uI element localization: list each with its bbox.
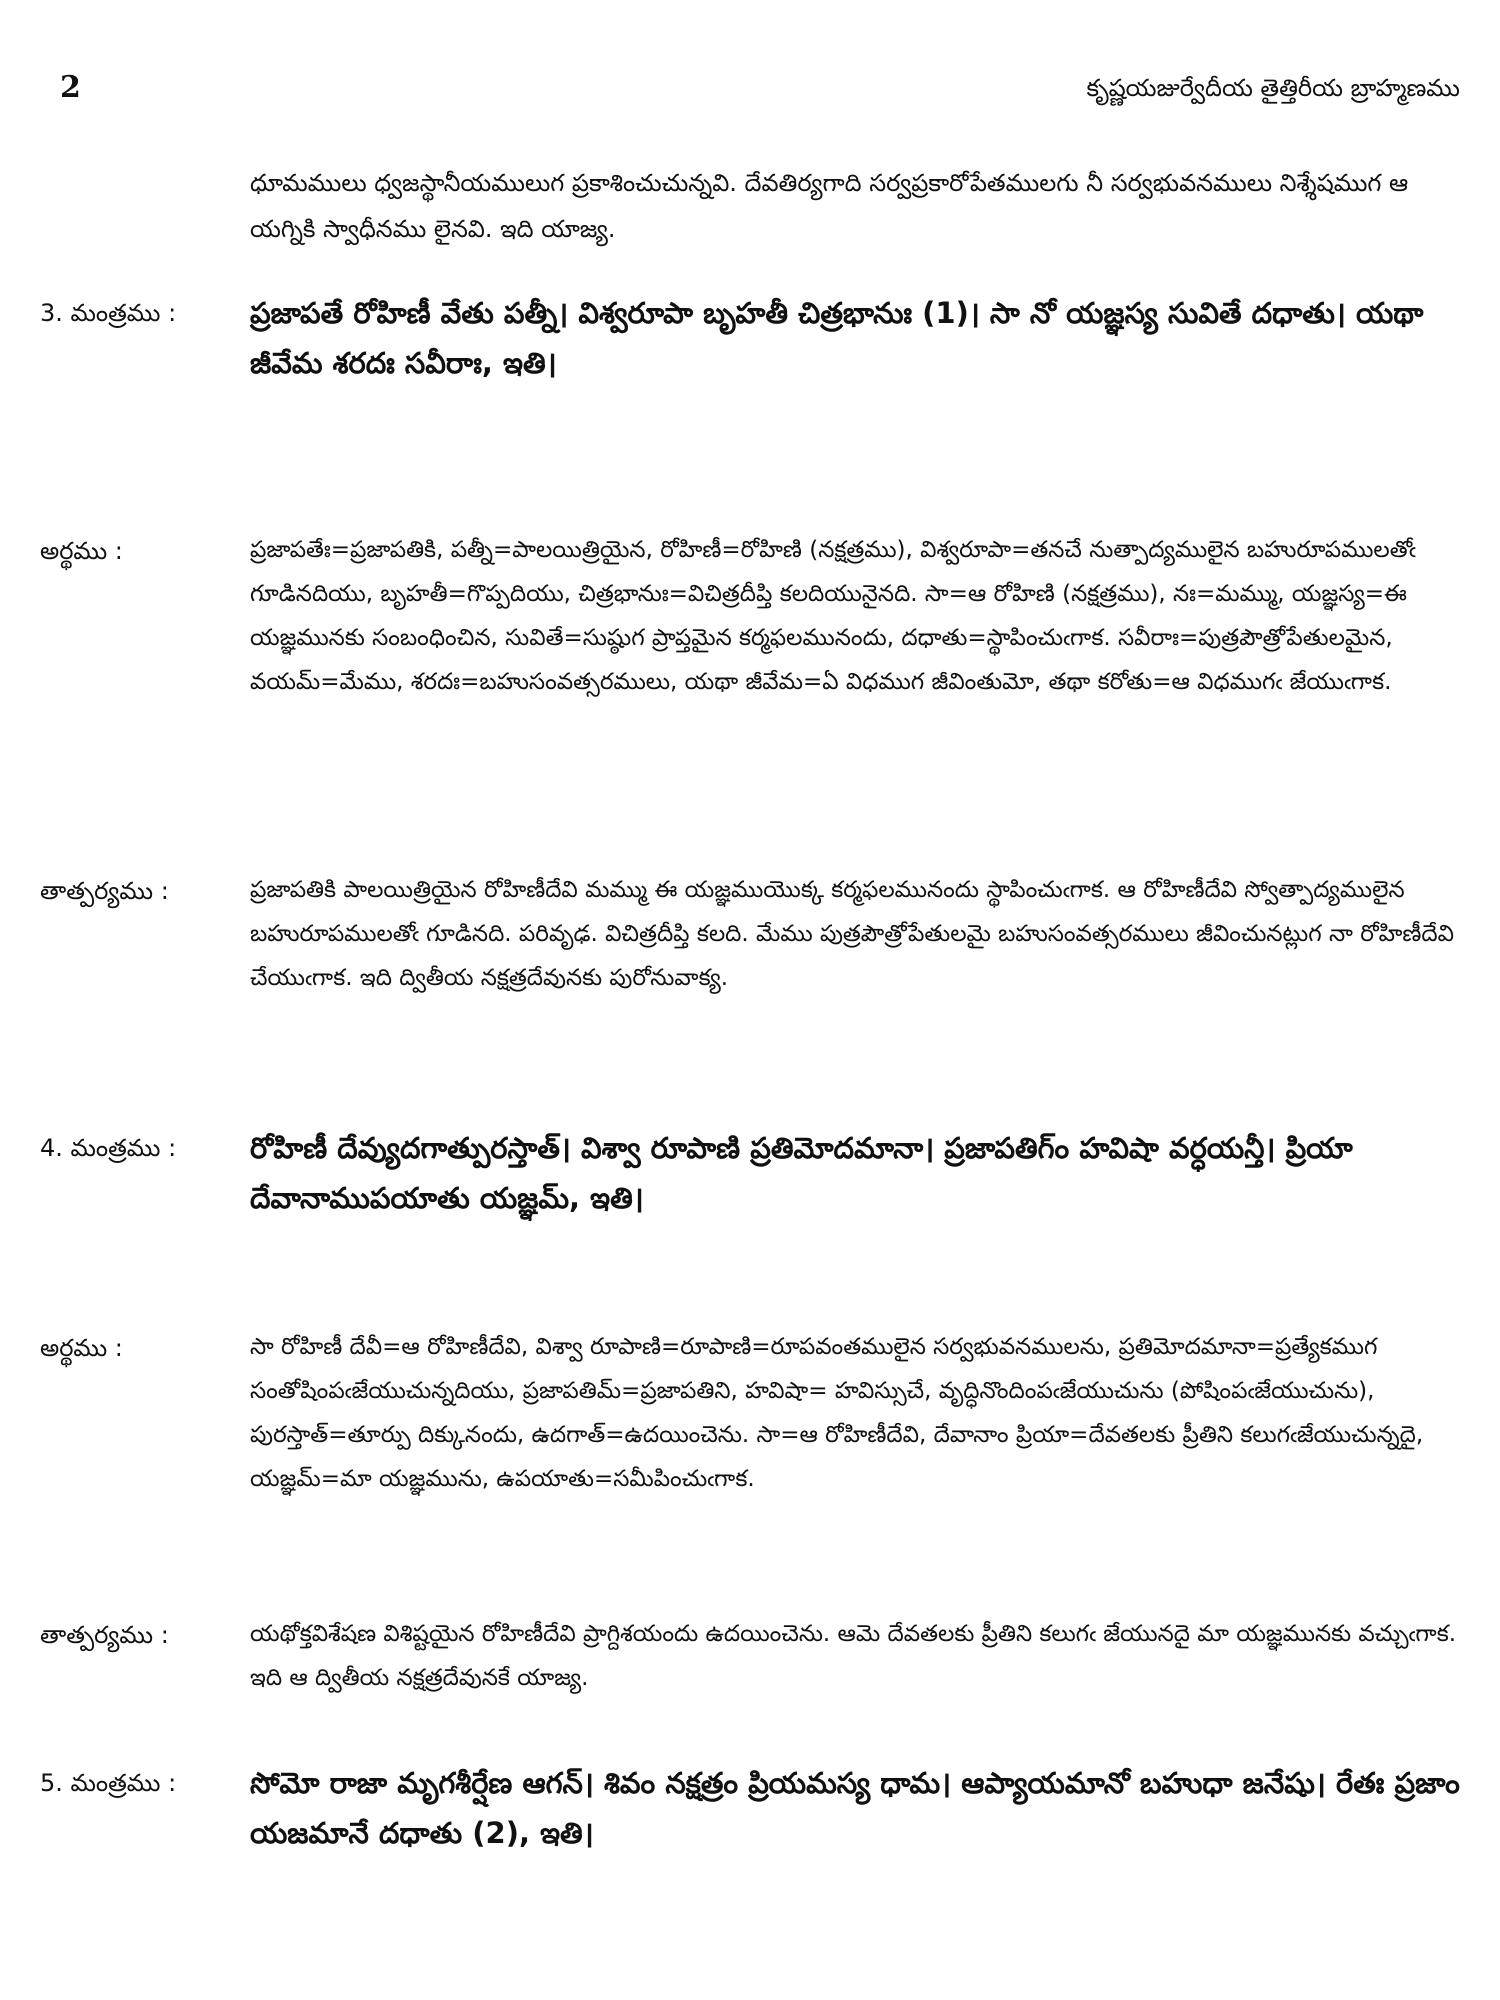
- mantra-label-text: 3. మంత్రము :: [40, 299, 177, 327]
- intro-paragraph: ధూమములు ధ్వజస్థానీయములుగ ప్రకాశించుచున్నవి. దేవతిర్యగాది సర్వప్రకారోపేతములగు నీ సర్వభువనములు నిశ్శేషముగ ఆ యగ్నికి స్వాధీనము లైనవి. ఇది యాజ్య.: [250, 169, 1409, 243]
- artha-label: అర్థము :: [40, 1334, 123, 1362]
- mantra-label: [40, 1760, 176, 1806]
- artha-text: సా రోహిణీ దేవీ=ఆ రోహిణీదేవి, విశ్వా రూపాణి=రూపాణి=రూపవంతములైన సర్వభువనములను, ప్రతిమోదమానా=ప్రత్యేకముగ సంతోషింపఁజేయుచున్నదియు, ప్రజాపతిమ్=ప్రజాపతిని, హవిషా= హవిస్సుచే, వృద్ధినొందింపఁజేయుచును (పోషింపఁజేయుచును), పురస్తాత్=తూర్పు దిక్కునందు, ఉదగాత్=ఉదయించెను. సా=ఆ రోహిణీదేవి, దేవానాం ప్రియా=దేవతలకు ప్రీతిని కలుగఁజేయుచున్నదై, యజ్ఞమ్=మా యజ్ఞమును, ఉపయాతు=సమీపించుఁగాక.: [250, 1334, 1424, 1492]
- mantra-label-text: 5. మంత్రము :: [40, 1769, 177, 1797]
- mantra-text: రోహిణీ దేవ్యుదగాత్పురస్తాత్। విశ్వా రూపాణి ప్రతిమోదమానా। ప్రజాపతిగ్ం హవిషా వర్ధయన్తీ। ప్రియా దేవానాముపయాతు యజ్ఞమ్, ఇతి।: [250, 1131, 1353, 1215]
- running-title: కృష్ణయజుర్వేదీయ తైత్తిరీయ బ్రాహ్మణము: [1086, 74, 1460, 102]
- mantra-label: [40, 1125, 176, 1171]
- artha-text: ప్రజాపతేః=ప్రజాపతికి, పత్నీ=పాలయిత్రియైన, రోహిణీ=రోహిణి (నక్షత్రము), విశ్వరూపా=తనచే నుత్పాద్యములైన బహురూపములతోఁ గూడినదియు, బృహతీ=గొప్పదియు, చిత్రభానుః=విచిత్రదీప్తి కలదియునైనది. సా=ఆ రోహిణి (నక్షత్రము), నః=మమ్ము, యజ్ఞస్య=ఈ యజ్ఞమునకు సంబంధించిన, సువితే=సుష్ఠుగ ప్రాప్తమైన కర్మఫలమునందు, దధాతు=స్థాపించుఁగాక. సవీరాః=పుత్రపౌత్రోపేతులమైన, వయమ్=మేము, శరదః=బహుసంవత్సరములు, యథా జీవేమ=ఏ విధముగ జీవింతుమో, తథా కరోతు=ఆ విధముగఁ జేయుఁగాక.: [250, 537, 1416, 695]
- tatparya-text: ప్రజాపతికి పాలయిత్రియైన రోహిణీదేవి మమ్ము ఈ యజ్ఞముయొక్క కర్మఫలమునందు స్థాపించుఁగాక. ఆ రోహిణీదేవి స్వోత్పాద్యములైన బహురూపములతోఁ గూడినది. పరివృఢ. విచిత్రదీప్తి కలది. మేము పుత్రపౌత్రోపేతులమై బహుసంవత్సరములు జీవించునట్లుగ నా రోహిణీదేవి చేయుఁగాక. ఇది ద్వితీయ నక్షత్రదేవునకు పురోనువాక్య.: [250, 877, 1455, 991]
- tatparya-label: తాత్పర్యము :: [40, 1621, 169, 1649]
- tatparya-label: తాత్పర్యము :: [40, 877, 169, 905]
- mantra-text: సోమో రాజా మృగశీర్షేణ ఆగన్। శివం నక్షత్రం ప్రియమస్య ధామ। ఆప్యాయమానో బహుధా జనేషు। రేతః ప్రజాం యజమానే దధాతు (2), ఇతి।: [250, 1766, 1460, 1850]
- artha-label: అర్థము :: [40, 537, 123, 565]
- page-number: 2: [60, 70, 81, 105]
- tatparya-text: యథోక్తవిశేషణ విశిష్టయైన రోహిణీదేవి ప్రాగ్దిశయందు ఉదయించెను. ఆమె దేవతలకు ప్రీతిని కలుగఁ జేయునదై మా యజ్ఞమునకు వచ్చుఁగాక. ఇది ఆ ద్వితీయ నక్షత్రదేవునకే యాజ్య.: [250, 1621, 1457, 1691]
- mantra-label-text: 4. మంత్రము :: [40, 1134, 177, 1162]
- mantra-text: ప్రజాపతే రోహిణీ వేతు పత్నీ। విశ్వరూపా బృహతీ చిత్రభానుః (1)। సా నో యజ్ఞస్య సువితే దధాతు। యథా జీవేమ శరదః సవీరాః, ఇతి।: [250, 296, 1424, 380]
- page-header: [60, 70, 1460, 120]
- mantra-label: [40, 290, 176, 336]
